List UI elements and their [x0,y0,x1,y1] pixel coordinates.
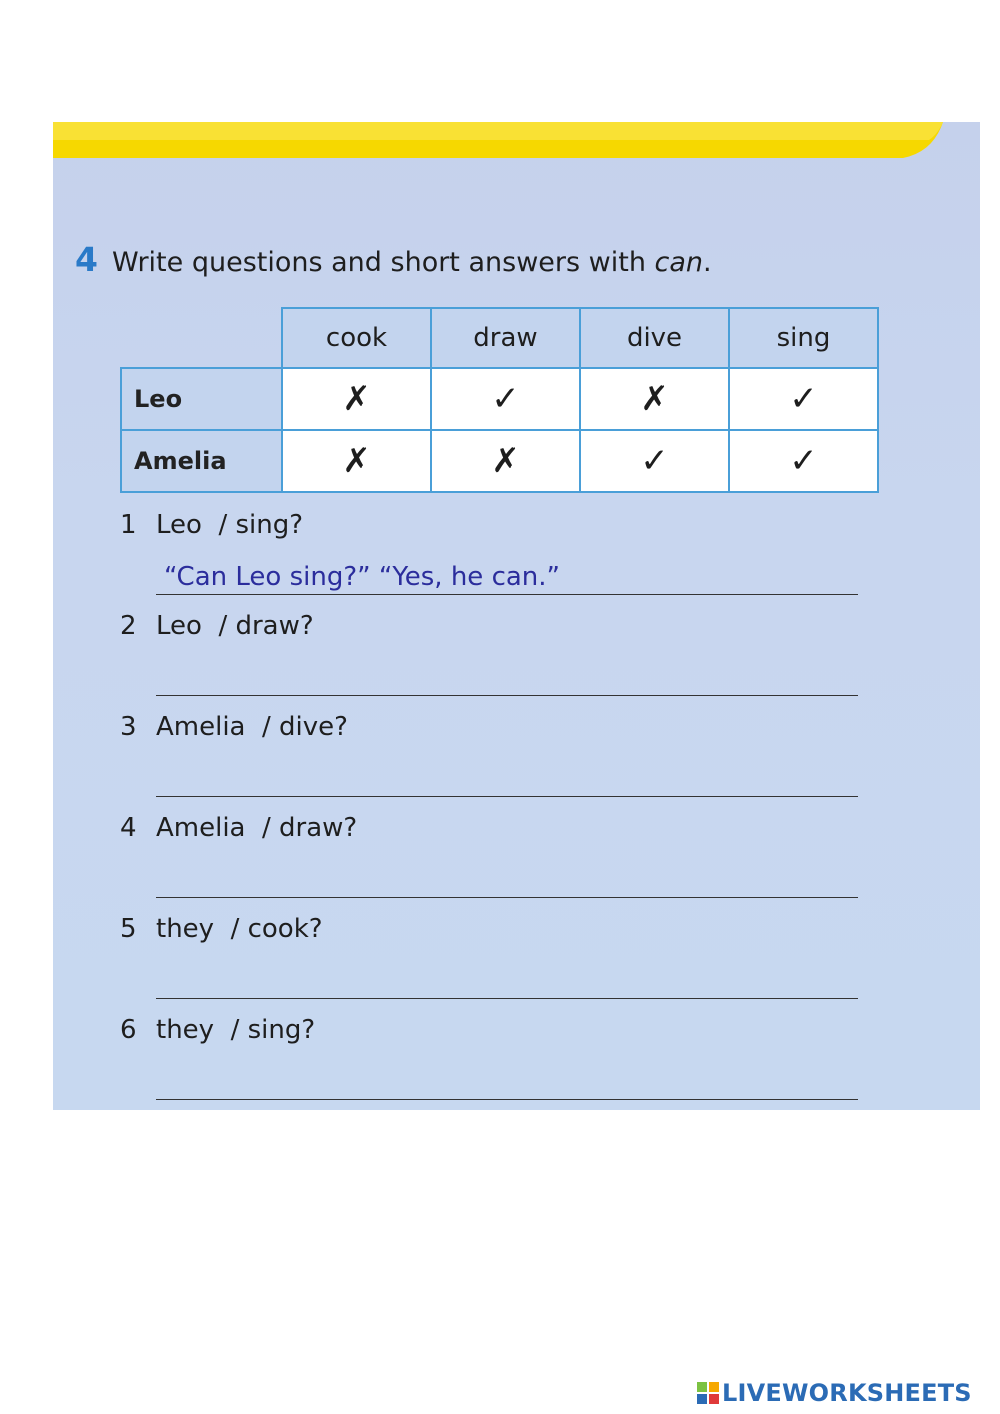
question-number: 6 [120,1015,137,1045]
question-item [120,712,860,813]
column-header-dive: dive [580,308,729,368]
question-text: Leo / draw? [156,611,314,641]
question-text: they / sing? [156,1015,316,1045]
question-number: 4 [120,813,137,843]
question-text: Amelia / draw? [156,813,358,843]
mark-cell: ✓ [729,430,878,492]
question-item [120,813,860,914]
mark-cell: ✗ [431,430,580,492]
question-number: 2 [120,611,137,641]
yellow-header-bar [53,122,980,158]
question-number: 5 [120,914,137,944]
liveworksheets-logo[interactable] [697,1378,972,1408]
mark-cell: ✓ [729,368,878,430]
answer-line [156,897,858,898]
row-name-amelia: Amelia [121,430,282,492]
answer-line [156,796,858,797]
question-prompt [120,1015,315,1045]
mark-cell: ✓ [431,368,580,430]
question-item [120,510,860,611]
question-prompt [120,712,348,742]
mark-cell: ✗ [580,368,729,430]
question-prompt [120,611,314,641]
question-prompt [120,813,357,843]
question-list [120,510,860,1110]
exercise-panel [53,122,980,1110]
question-number: 3 [120,712,137,742]
question-item [120,1015,860,1110]
question-text: Leo / sing? [156,510,304,540]
exercise-heading [75,240,712,279]
instruction-prefix: Write questions and short answers with [111,247,655,278]
question-text: Amelia / dive? [156,712,348,742]
answer-line [156,1099,858,1100]
ability-table [120,307,879,493]
mark-cell: ✓ [580,430,729,492]
column-header-sing: sing [729,308,878,368]
mark-cell: ✗ [282,430,431,492]
question-text: they / cook? [156,914,323,944]
mark-cell: ✗ [282,368,431,430]
column-header-draw: draw [431,308,580,368]
instruction-keyword: can [654,247,704,278]
table-row-amelia [121,430,878,492]
table-row-leo [121,368,878,430]
exercise-number: 4 [75,240,98,279]
column-header-cook: cook [282,308,431,368]
question-number: 1 [120,510,137,540]
table-corner-cell [121,308,282,368]
exercise-instruction [112,247,712,278]
table-header-row [121,308,878,368]
question-item [120,611,860,712]
answer-input[interactable]: “Can Leo sing?” “Yes, he can.” [164,562,561,592]
logo-text: LIVEWORKSHEETS [722,1379,972,1407]
question-item [120,914,860,1015]
instruction-suffix: . [703,247,712,278]
question-prompt [120,914,323,944]
answer-line [156,695,858,696]
answer-line [156,998,858,999]
row-name-leo: Leo [121,368,282,430]
answer-line [156,594,858,595]
liveworksheets-logo-icon [697,1382,719,1404]
question-prompt [120,510,303,540]
